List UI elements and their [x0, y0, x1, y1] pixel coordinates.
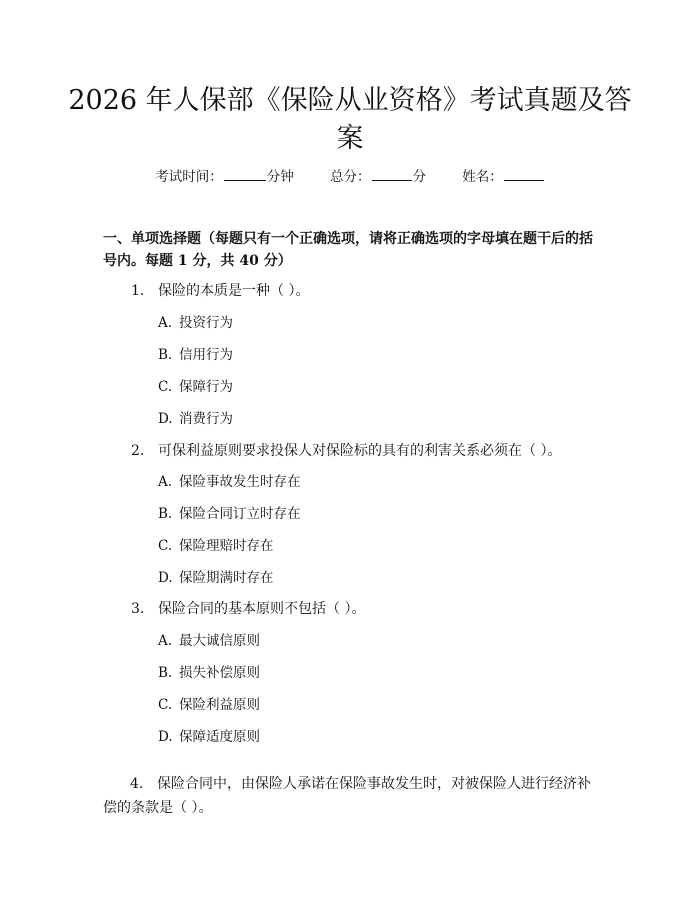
name-field [462, 167, 545, 187]
option-2b [158, 504, 301, 524]
option-2d [158, 568, 274, 588]
exam-time-field [155, 167, 294, 187]
question-1 [131, 281, 309, 301]
question-number: 3. [131, 601, 145, 617]
option-1a [158, 313, 233, 333]
total-score-field [330, 167, 426, 187]
question-3 [131, 599, 365, 619]
option-letter: C. [158, 538, 173, 554]
option-letter: A. [158, 633, 173, 649]
option-letter: C. [158, 697, 173, 713]
page-title: 2026 年人保部《保险从业资格》考试真题及答案 [68, 85, 632, 154]
total-score-unit: 分 [412, 169, 426, 185]
option-3d [158, 727, 260, 747]
option-letter: B. [158, 665, 173, 681]
option-text: 保险合同订立时存在 [179, 506, 301, 522]
question-number: 4. [130, 776, 144, 792]
option-letter: D. [158, 570, 173, 586]
option-text: 投资行为 [179, 315, 233, 331]
exam-time-label: 考试时间： [155, 169, 223, 185]
exam-time-unit: 分钟 [266, 169, 294, 185]
option-3a [158, 631, 260, 651]
question-4 [103, 772, 603, 820]
option-3c [158, 695, 260, 715]
option-text: 保险利益原则 [179, 697, 260, 713]
question-2 [131, 441, 561, 461]
option-letter: B. [158, 347, 173, 363]
option-1b [158, 345, 233, 365]
question-number: 1. [131, 283, 145, 299]
question-stem: 保险的本质是一种（ ）。 [158, 283, 310, 299]
option-3b [158, 663, 260, 683]
question-stem: 保险合同的基本原则不包括（ ）。 [158, 601, 366, 617]
option-letter: D. [158, 729, 173, 745]
option-letter: A. [158, 474, 173, 490]
option-text: 最大诚信原则 [179, 633, 260, 649]
total-score-blank [372, 167, 412, 181]
section-heading: 一、单项选择题（每题只有一个正确选项，请将正确选项的字母填在题干后的括号内。每题 1 分，共 40 分） [103, 231, 593, 269]
option-text: 保障适度原则 [179, 729, 260, 745]
question-number: 2. [131, 443, 145, 459]
option-1d [158, 409, 233, 429]
option-text: 保障行为 [179, 379, 233, 395]
option-letter: B. [158, 506, 173, 522]
option-text: 保险事故发生时存在 [179, 474, 301, 490]
option-1c [158, 377, 233, 397]
option-text: 信用行为 [179, 347, 233, 363]
option-letter: C. [158, 379, 173, 395]
total-score-label: 总分： [330, 169, 371, 185]
option-text: 损失补偿原则 [179, 665, 260, 681]
option-letter: D. [158, 411, 173, 427]
name-label: 姓名： [462, 169, 503, 185]
question-stem: 保险合同中，由保险人承诺在保险事故发生时，对被保险人进行经济补偿的条款是（ ）。 [103, 776, 591, 816]
exam-info-line [0, 167, 700, 187]
option-letter: A. [158, 315, 173, 331]
option-text: 消费行为 [179, 411, 233, 427]
option-2a [158, 472, 301, 492]
option-text: 保险期满时存在 [179, 570, 274, 586]
exam-time-blank [224, 167, 266, 181]
option-2c [158, 536, 274, 556]
question-stem: 可保利益原则要求投保人对保险标的具有的利害关系必须在（ ）。 [158, 443, 562, 459]
option-text: 保险理赔时存在 [179, 538, 274, 554]
name-blank [504, 167, 544, 181]
